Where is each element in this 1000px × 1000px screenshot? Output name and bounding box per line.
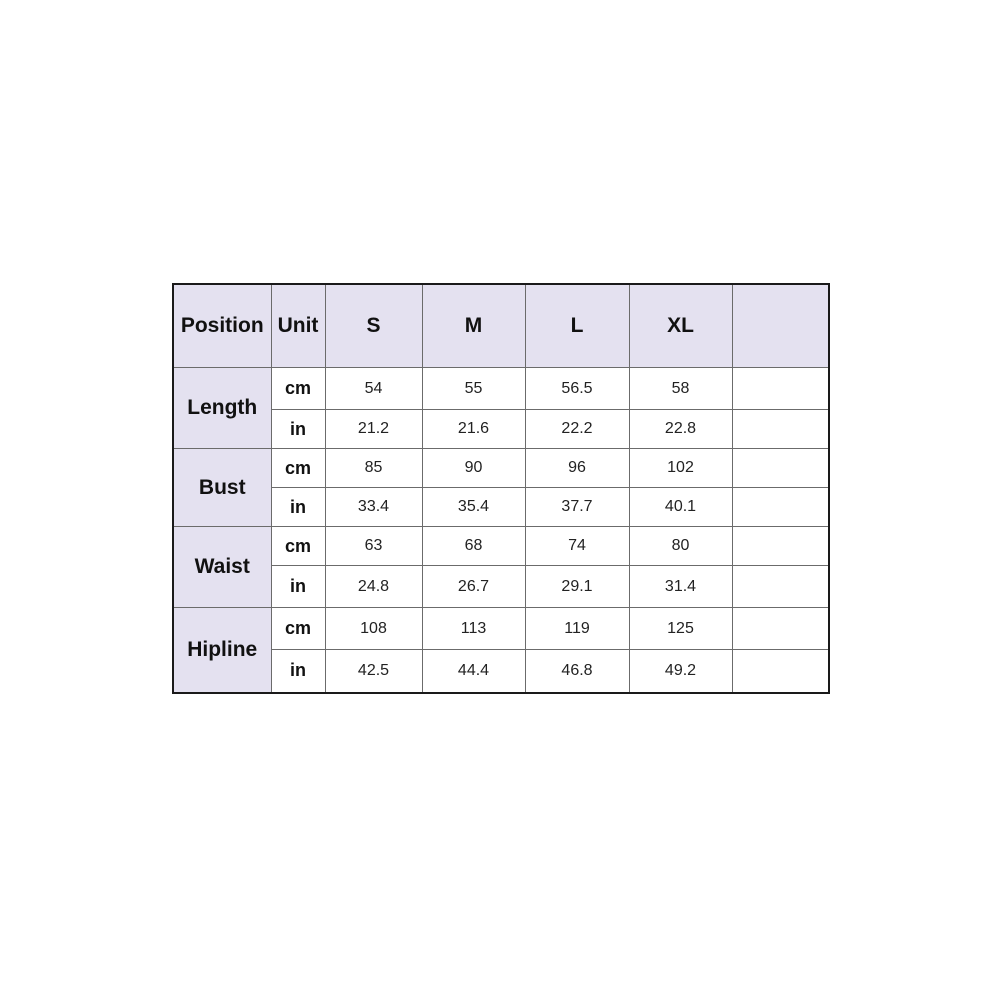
unit-label: in (271, 488, 325, 527)
unit-label: in (271, 566, 325, 608)
value-cell (732, 410, 829, 449)
value-cell (732, 527, 829, 566)
value-cell: 102 (629, 449, 732, 488)
position-waist: Waist (173, 527, 271, 608)
value-cell: 80 (629, 527, 732, 566)
table-row (173, 449, 829, 488)
value-cell: 49.2 (629, 650, 732, 693)
value-cell: 33.4 (325, 488, 422, 527)
value-cell: 68 (422, 527, 525, 566)
value-cell: 21.2 (325, 410, 422, 449)
header-unit: Unit (271, 284, 325, 368)
position-hipline: Hipline (173, 608, 271, 693)
unit-label: cm (271, 608, 325, 650)
header-position: Position (173, 284, 271, 368)
value-cell: 29.1 (525, 566, 629, 608)
value-cell: 113 (422, 608, 525, 650)
value-cell: 90 (422, 449, 525, 488)
header-size-s: S (325, 284, 422, 368)
value-cell (732, 650, 829, 693)
table-row (173, 488, 829, 527)
value-cell: 40.1 (629, 488, 732, 527)
value-cell: 125 (629, 608, 732, 650)
table-header-row (173, 284, 829, 368)
table-row (173, 410, 829, 449)
table-row (173, 368, 829, 410)
value-cell: 85 (325, 449, 422, 488)
value-cell: 21.6 (422, 410, 525, 449)
header-size-l: L (525, 284, 629, 368)
value-cell: 26.7 (422, 566, 525, 608)
unit-label: in (271, 410, 325, 449)
value-cell: 56.5 (525, 368, 629, 410)
value-cell (732, 566, 829, 608)
unit-label: cm (271, 368, 325, 410)
position-bust: Bust (173, 449, 271, 527)
value-cell: 96 (525, 449, 629, 488)
value-cell: 42.5 (325, 650, 422, 693)
unit-label: cm (271, 449, 325, 488)
value-cell: 37.7 (525, 488, 629, 527)
value-cell (732, 488, 829, 527)
unit-label: in (271, 650, 325, 693)
value-cell (732, 608, 829, 650)
value-cell: 119 (525, 608, 629, 650)
value-cell (732, 449, 829, 488)
value-cell: 74 (525, 527, 629, 566)
value-cell: 46.8 (525, 650, 629, 693)
value-cell: 22.8 (629, 410, 732, 449)
table-row (173, 650, 829, 693)
table-row (173, 566, 829, 608)
value-cell: 31.4 (629, 566, 732, 608)
value-cell: 55 (422, 368, 525, 410)
value-cell: 24.8 (325, 566, 422, 608)
value-cell: 108 (325, 608, 422, 650)
table-row (173, 608, 829, 650)
unit-label: cm (271, 527, 325, 566)
value-cell: 58 (629, 368, 732, 410)
header-size-empty (732, 284, 829, 368)
value-cell: 54 (325, 368, 422, 410)
value-cell: 63 (325, 527, 422, 566)
header-size-xl: XL (629, 284, 732, 368)
value-cell (732, 368, 829, 410)
value-cell: 44.4 (422, 650, 525, 693)
size-chart-table (172, 283, 830, 694)
table-row (173, 527, 829, 566)
value-cell: 22.2 (525, 410, 629, 449)
header-size-m: M (422, 284, 525, 368)
value-cell: 35.4 (422, 488, 525, 527)
position-length: Length (173, 368, 271, 449)
